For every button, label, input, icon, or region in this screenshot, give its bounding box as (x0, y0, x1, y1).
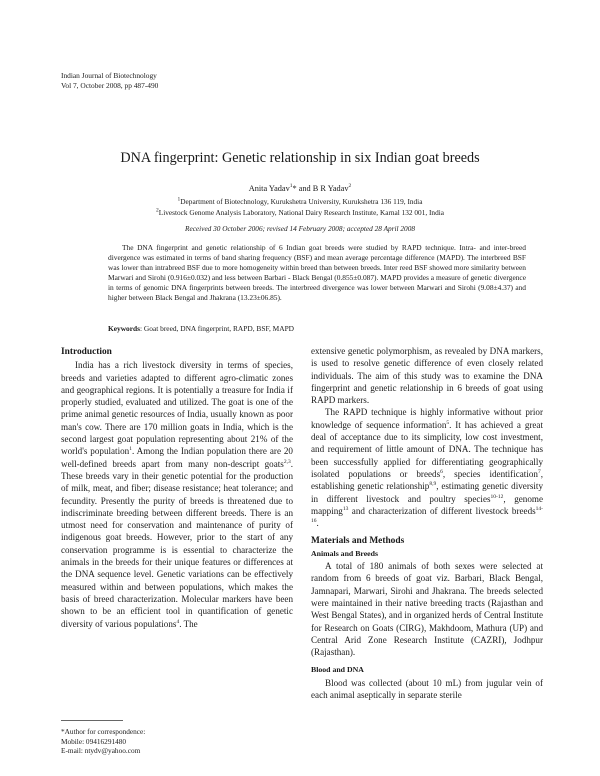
citation: 8,9 (429, 481, 437, 488)
left-column (61, 346, 293, 630)
animals-subheading: Animals and Breeds (311, 548, 379, 558)
introduction-paragraph (61, 359, 293, 630)
author-2: B R Yadav (312, 184, 349, 193)
rapd-text-3: , species identification (442, 468, 538, 479)
rapd-text-6: , genome mapping (311, 493, 543, 516)
footnote-author: *Author for correspondence: (61, 727, 146, 736)
author-1-affil: 1 (289, 183, 293, 190)
citation: 6 (440, 468, 443, 475)
affiliation-2-text: Livestock Genome Analysis Laboratory, National Dairy Research Institute, Karnal 132 001, India (158, 207, 444, 217)
right-column (311, 345, 543, 701)
citation: 13 (342, 505, 349, 512)
rapd-text-8: . (316, 518, 319, 529)
methods-heading: Materials and Methods (311, 536, 405, 547)
rapd-paragraph (311, 406, 543, 529)
rapd-text-7: and characterization of different livestock breeds (348, 505, 536, 516)
rapd-text-2: . It has achieved a great deal of acceptance due to its simplicity, low cost investment, and requirement of little amount of DNA. The technique has been successfully applied for differentiating geographically isolated populations or breeds (311, 419, 543, 479)
affiliation-2-sup: 2 (156, 207, 159, 214)
keywords-text: : Goat breed, DNA fingerprint, RAPD, BSF, MAPD (140, 324, 295, 333)
affiliation-2 (0, 208, 600, 219)
intro-continuation: extensive genetic polymorphism, as revealed by DNA markers, is used to resolve genetic difference of even closely related individuals. The aim of this study was to examine the DNA fingerprint and genetic relationship in 6 breeds of goat using RAPD markers. (311, 346, 543, 406)
rapd-text-4: , establishing genetic relationship (311, 468, 543, 492)
footnote-divider (61, 720, 123, 721)
affiliations (0, 197, 600, 218)
citation: 10-12 (490, 493, 504, 500)
author-1: Anita Yadav (248, 184, 290, 193)
intro-text-1: India has a rich livestock diversity in terms of species, breeds and varieties adapted to different agro-climatic zones and geographical regions. It is potentially a treasure for India if properly studied, evaluated and utilized. The goat is one of the prime animal genetic resources of India, usually known as poor man's cow. There are 170 million goats in India, which is the second largest goat population representing about 21% of the world's population (61, 360, 293, 457)
rapd-text-1: The RAPD technique is highly informative without prior knowledge of sequence information (311, 407, 543, 430)
animals-paragraph: A total of 180 animals of both sexes were selected at random from 6 breeds of goat viz. Barbari, Black Bengal, Jamnapari, Marwari, Sirohi and Jhakrana. The breeds selected were maintained in their native breeding tracts (Rajasthan and West Bengal States), and in organized herds of Central Institute for Research on Goats (CIRG), Makhdoom, Mathura (UP) and Central Arid Zone Research Institute (CAZRI), Jodhpur (Rajasthan). (311, 561, 543, 658)
citation: 14-16 (311, 505, 543, 525)
author-line (0, 184, 600, 193)
blood-subheading: Blood and DNA (311, 665, 364, 675)
affiliation-1-text: Department of Biotechnology, Kurukshetra University, Kurukshetra 136 119, India (180, 197, 423, 206)
journal-issue: Vol 7, October 2008, pp 487-490 (61, 81, 159, 90)
citation: 4 (176, 618, 180, 625)
paper-title: DNA fingerprint: Genetic relationship in six Indian goat breeds (120, 150, 480, 166)
correspondence-footnote (61, 727, 145, 756)
keywords (108, 324, 526, 333)
author-2-affil: 2 (348, 183, 352, 190)
footnote-email: E-mail: ntydv@yahoo.com (61, 746, 141, 756)
rapd-text-5: , estimating genetic diversity in different livestock and poultry species (311, 481, 544, 504)
citation: 5 (446, 419, 450, 426)
blood-paragraph: Blood was collected (about 10 mL) from jugular vein of each animal aseptically in separate sterile (311, 677, 543, 701)
intro-text-3: . These breeds vary in their genetic potential for the production of milk, meat, and fiber; disease resistance; heat tolerance; and fecundity. Presently the purity of breeds is threatened due to indiscriminate breeding between different breeds. There is an utmost need for conservation and maintenance of purity of indigenous goat breeds. However, prior to the start of any conservation programme is is essential to characterize the animals in the breeds for their unique features or differences at the DNA sequence level. Genetic variations can be effectively measured within and between populations, which makes the basis of breed characterization. Molecular markers have been shown to be an efficient tool in quantification of genetic diversity of various populations (61, 458, 293, 629)
author-and: and (296, 184, 313, 193)
citation: 2,3 (283, 458, 291, 465)
intro-text-4: . The (179, 618, 198, 629)
affiliation-1-sup: 1 (177, 196, 181, 203)
citation: 7 (537, 468, 541, 475)
footnote-mobile: Mobile: 09416291480 (61, 736, 127, 746)
affiliation-1 (0, 197, 600, 208)
journal-name: Indian Journal of Biotechnology (61, 71, 157, 80)
received-dates: Received 30 October 2006; revised 14 February 2008; accepted 28 April 2008 (185, 224, 415, 233)
abstract: The DNA fingerprint and genetic relationship of 6 Indian goat breeds were studied by RAPD technique. Intra- and inter-breed divergence was estimated in terms of band sharing frequency (BSF) and mean average percentage difference (MAPD). The interbreed BSF was lower than intrabreed BSF due to more homogeneity within breed than between breeds. Inter reed BSF showed more similarity between Marwari and Sirohi (0.916±0.032) and less between Barbari - Black Bengal (0.855±0.087). MAPD provides a measure of genetic divergence in terms of genomic DNA fingerprints between breeds. The interbreed divergence was lower between Marwari and Sirohi (9.08±4.37) and higher between Black Bengal and Jhakrana (13.23±06.85). (108, 243, 526, 302)
intro-text-2: . Among the Indian population there are 20 well-defined breeds apart from many non-descript goats (61, 446, 293, 469)
introduction-heading: Introduction (61, 347, 112, 357)
keywords-label: Keywords (108, 324, 141, 333)
journal-header (61, 71, 158, 91)
author-1-mark: * (292, 184, 297, 193)
citation: 1 (129, 446, 132, 453)
